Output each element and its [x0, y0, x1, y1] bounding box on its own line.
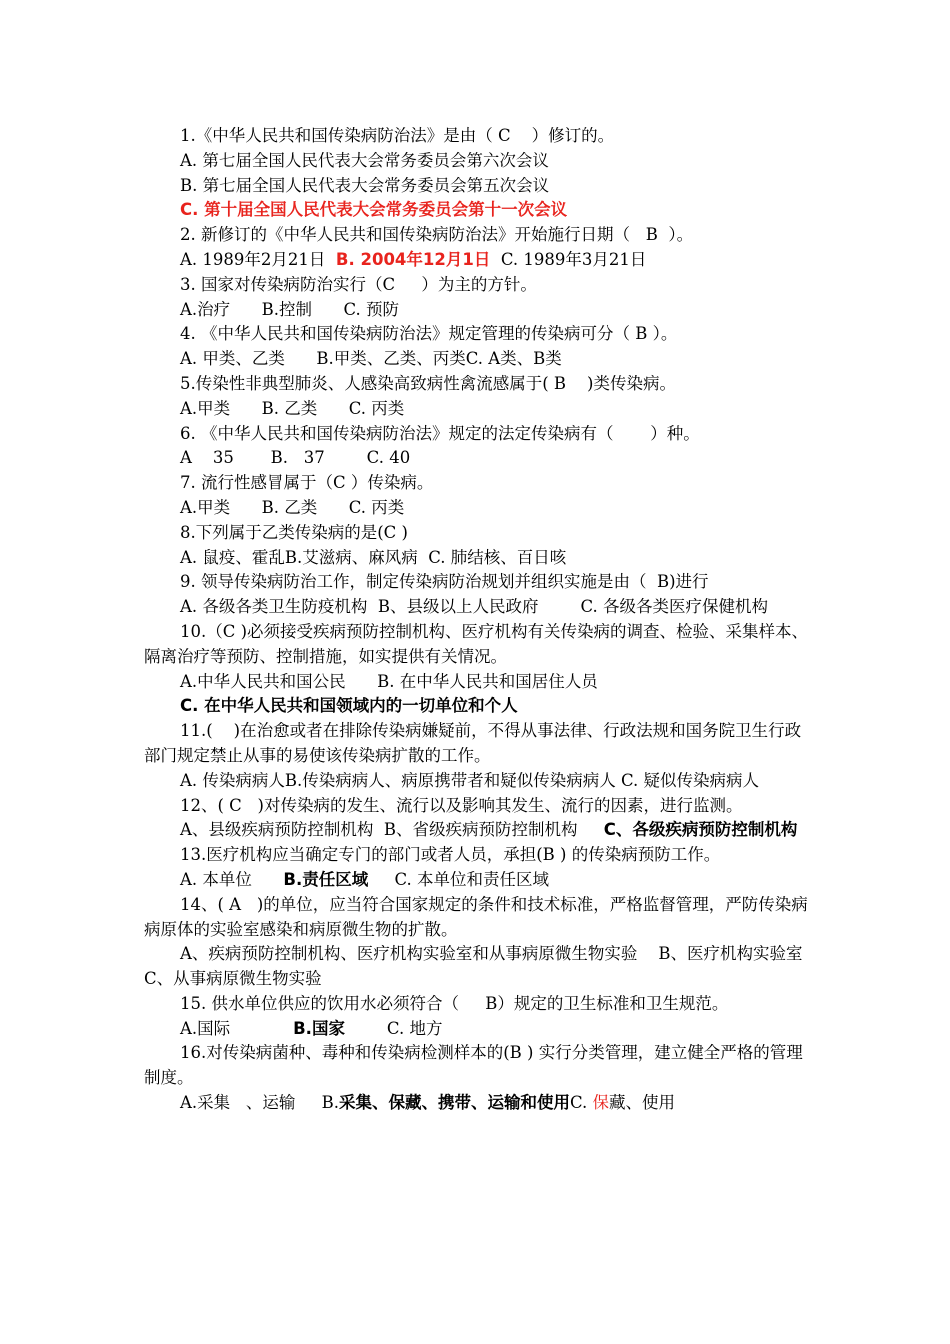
question-16-option-b-answer: 采集、保藏、携带、运输和使用 — [339, 1093, 570, 1113]
question-7-stem: 7. 流行性感冒属于（C ）传染病。 — [180, 473, 434, 493]
question-15-stem: 15. 供水单位供应的饮用水必须符合（ B）规定的卫生标准和卫生规范。 — [180, 993, 729, 1013]
question-15-option-c: C. 地方 — [344, 1018, 443, 1038]
question-3-options: A.治疗 B.控制 C. 预防 — [180, 299, 399, 319]
question-6-options: A 35 B. 37 C. 40 — [180, 448, 411, 468]
question-1-stem: 1.《中华人民共和国传染病防治法》是由（ C ）修订的。 — [180, 126, 615, 145]
question-2-stem: 2. 新修订的《中华人民共和国传染病防治法》开始施行日期（ B ）。 — [180, 225, 694, 245]
question-10-option-c-answer: C. 在中华人民共和国领域内的一切单位和个人 — [180, 696, 518, 716]
question-5-stem: 5.传染性非典型肺炎、人感染高致病性禽流感属于( B )类传染病。 — [180, 373, 676, 393]
question-15-option-a: A.国际 — [180, 1018, 294, 1038]
question-2-option-a: A. 1989年2月21日 — [180, 249, 336, 269]
question-15-option-b-answer: B.国家 — [293, 1018, 345, 1038]
question-16-option-c-rest: 藏、使用 — [609, 1093, 676, 1113]
question-16-options — [144, 1091, 816, 1116]
question-2-option-c: C. 1989年3月21日 — [490, 249, 647, 269]
question-list — [144, 124, 840, 1116]
question-7-options: A.甲类 B. 乙类 C. 丙类 — [180, 497, 405, 517]
question-16-stem: 16.对传染病菌种、毒种和传染病检测样本的(B ) 实行分类管理，建立健全严格的管理制度。 — [144, 1043, 803, 1088]
question-13-option-b-answer: B.责任区域 — [283, 869, 369, 889]
question-13-option-a: A. 本单位 — [180, 869, 284, 889]
question-10-options-ab: A.中华人民共和国公民 B. 在中华人民共和国居住人员 — [180, 671, 598, 691]
question-9-stem: 9. 领导传染病防治工作，制定传染病防治规划并组织实施是由（ B)进行 — [180, 572, 709, 592]
question-12-options — [144, 818, 816, 843]
question-4-stem: 4. 《中华人民共和国传染病防治法》规定管理的传染病可分（ B ）。 — [180, 324, 678, 344]
question-2-options — [144, 248, 816, 273]
question-9-options: A. 各级各类卫生防疫机构 B、县级以上人民政府 C. 各级各类医疗保健机构 — [180, 597, 769, 617]
question-11-options: A. 传染病病人B.传染病病人、病原携带者和疑似传染病病人 C. 疑似传染病病人 — [180, 770, 760, 790]
question-14-options: A、疾病预防控制机构、医疗机构实验室和从事病原微生物实验 B、医疗机构实验室 C、从事病原微生物实验 — [144, 944, 840, 989]
question-1-option-c-answer: C. 第十届全国人民代表大会常务委员会第十一次会议 — [180, 200, 568, 220]
question-4-options: A. 甲类、乙类 B.甲类、乙类、丙类C. A类、B类 — [180, 349, 562, 369]
question-2-option-b-answer: B. 2004年12月1日 — [335, 249, 491, 269]
question-15-options — [144, 1017, 816, 1042]
question-8-stem: 8.下列属于乙类传染病的是(C ) — [180, 522, 408, 542]
question-6-stem: 6. 《中华人民共和国传染病防治法》规定的法定传染病有（ ）种。 — [180, 423, 700, 443]
question-16-option-c-red-char: 保 — [592, 1093, 610, 1113]
question-1-option-a: A. 第七届全国人民代表大会常务委员会第六次会议 — [180, 150, 549, 170]
question-13-option-c: C. 本单位和责任区域 — [368, 869, 549, 889]
question-3-stem: 3. 国家对传染病防治实行（C ）为主的方针。 — [180, 274, 537, 294]
question-14-stem: 14、( A )的单位，应当符合国家规定的条件和技术标准，严格监督管理，严防传染病病原体的实验室感染和病原微生物的扩散。 — [144, 894, 808, 939]
question-13-options — [144, 868, 816, 893]
question-12-options-ab: A、县级疾病预防控制机构 B、省级疾病预防控制机构 — [180, 820, 604, 840]
question-10-stem: 10.（C )必须接受疾病预防控制机构、医疗机构有关传染病的调查、检验、采集样本、隔离治疗等预防、控制措施，如实提供有关情况。 — [144, 621, 809, 666]
question-16-option-c-prefix: C. — [570, 1093, 593, 1113]
question-5-options: A.甲类 B. 乙类 C. 丙类 — [180, 398, 405, 418]
question-1-option-b: B. 第七届全国人民代表大会常务委员会第五次会议 — [180, 175, 550, 195]
question-11-stem: 11.( )在治愈或者在排除传染病嫌疑前，不得从事法律、行政法规和国务院卫生行政部门规定禁止从事的易使该传染病扩散的工作。 — [144, 721, 802, 765]
question-12-option-c-answer: C、各级疾病预防控制机构 — [603, 820, 798, 840]
question-8-options: A. 鼠疫、霍乱B.艾滋病、麻风病 C. 肺结核、百日咳 — [180, 547, 567, 567]
question-16-option-a: A.采集 、运输 B. — [180, 1093, 339, 1113]
question-13-stem: 13.医疗机构应当确定专门的部门或者人员，承担(B ) 的传染病预防工作。 — [180, 845, 721, 865]
question-12-stem: 12、( C )对传染病的发生、流行以及影响其发生、流行的因素，进行监测。 — [180, 795, 743, 815]
